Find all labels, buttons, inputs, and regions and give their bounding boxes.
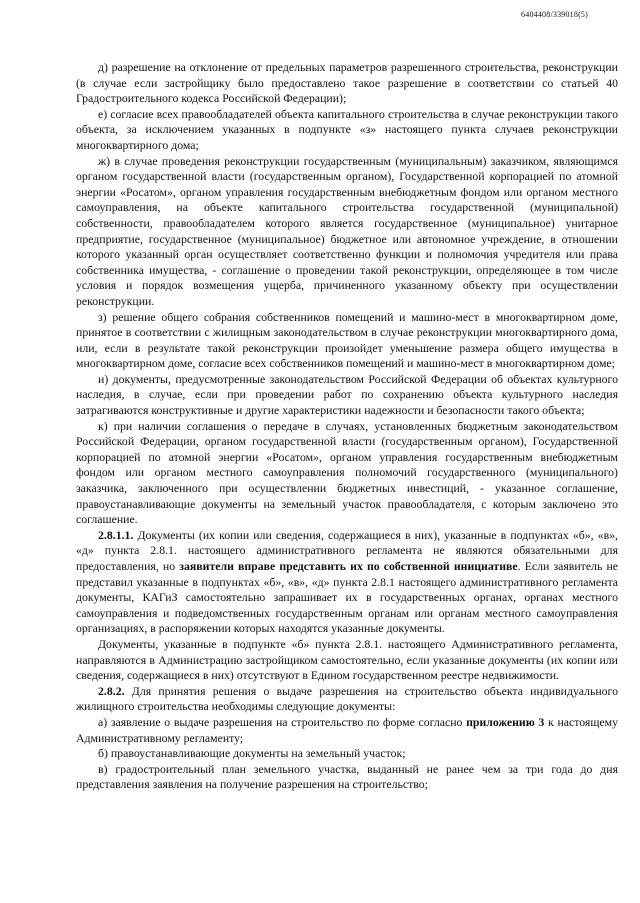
section-number: 2.8.2. xyxy=(98,683,125,698)
item-v: в) градостроительный план земельного участка, выданный не ранее чем за три года до дня представления заявления на получение разрешения на строительство; xyxy=(76,761,618,792)
section-2-8-1-1 xyxy=(76,528,618,637)
item-zh: ж) в случае проведения реконструкции государственным (муниципальным) заказчиком, являющимся органом государственной власти (государственным органом), Государственной корпорацией по атомной энергии «Росатом», органом управления государственным внебюджетным фондом или органом местного самоуправления, на объекте капитального строительства государственной (муниципальной) собственности, правообладателем которого является государственное (муниципальное) унитарное предприятие, государственное (муниципальное) бюджетное или автономное учреждение, в отношении которого указанный орган осуществляет соответственно функции и полномочия учредителя или права собственника имущества, - соглашение о проведении такой реконструкции, определяющее в том числе условия и порядок возмещения ущерба, причиненного указанному объекту при осуществлении реконструкции. xyxy=(76,153,618,308)
section-emphasis: заявители вправе представить их по собственной инициативе xyxy=(179,559,518,573)
section-number: 2.8.1.1. xyxy=(98,527,134,542)
document-number: 6404408/339018(5) xyxy=(521,10,588,19)
item-i: и) документы, предусмотренные законодательством Российской Федерации об объектах культурного наследия, в случае, если при проведении работ по сохранению объекта культурного наследия затрагиваются конструктивные и другие характеристики надежности и безопасности такого объекта; xyxy=(76,371,618,418)
item-text-part1: а) заявление о выдаче разрешения на строительство по форме согласно xyxy=(98,714,467,729)
section-text-part1: Документы (их копии или сведения, содержащиеся в них), указанные в подпунктах «б», «в», «д» пункта 2.8.1. настоящего административного регламента не являются обязательными для предоставления, но xyxy=(76,527,618,573)
item-b: б) правоустанавливающие документы на земельный участок; xyxy=(98,746,406,761)
appendix-reference: приложению 3 xyxy=(466,714,545,729)
item-k: к) при наличии соглашения о передаче в случаях, установленных бюджетным законодательством Российской Федерации, органом государственной власти (государственным органом), Государственной корпорацией по атомной энергии «Росатом», органом управления государственным внебюджетным фондом или органом местного самоуправления полномочий государственного (муниципального) заказчика, заключенного при осуществлении бюджетных инвестиций, - указанное соглашение, правоустанавливающие документы на земельный участок правообладателя, с которым заключено это соглашение. xyxy=(76,418,618,527)
document-body xyxy=(76,60,618,793)
item-text-part2: к настоящему Административному регламенту; xyxy=(76,714,619,745)
item-e: е) согласие всех правообладателей объекта капитального строительства в случае реконструкции такого объекта, за исключением указанных в подпункте «з» настоящего пункта случаев реконструкции многоквартирного дома; xyxy=(76,106,618,152)
section-2-8-2 xyxy=(76,684,618,715)
section-text: Для принятия решения о выдаче разрешения на строительство объекта индивидуального жилищного строительства необходимы следующие документы: xyxy=(76,683,618,714)
documents-paragraph: Документы, указанные в подпункте «б» пункта 2.8.1. настоящего Административного регламента, направляются в Администрацию застройщиком самостоятельно, если указанные документы (их копии или сведения, содержащиеся в них) отсутствуют в Едином государственном реестре недвижимости. xyxy=(76,636,618,683)
item-z: з) решение общего собрания собственников помещений и машино-мест в многоквартирном доме, принятое в соответствии с жилищным законодательством в случае реконструкции многоквартирного дома, или, если в результате такой реконструкции произойдет уменьшение размера общего имущества в многоквартирном доме, согласие всех собственников помещений и машино-мест в многоквартирном доме; xyxy=(76,309,618,371)
section-text-part2: . Если заявитель не представил указанные в подпунктах «б», «в», «д» пункта 2.8.1 настоящего административного регламента документы, КАГиЗ самостоятельно запрашивает их в государственных органах, органах местного самоуправления и подведомственных государственным органам или органам местного самоуправления организациях, в распоряжении которых находятся указанные документы. xyxy=(76,559,618,636)
item-a xyxy=(76,715,618,746)
item-d: д) разрешение на отклонение от предельных параметров разрешенного строительства, реконструкции (в случае если застройщику было предоставлено такое разрешение в соответствии со статьей 40 Градостроительного кодекса Российской Федерации); xyxy=(76,60,618,106)
